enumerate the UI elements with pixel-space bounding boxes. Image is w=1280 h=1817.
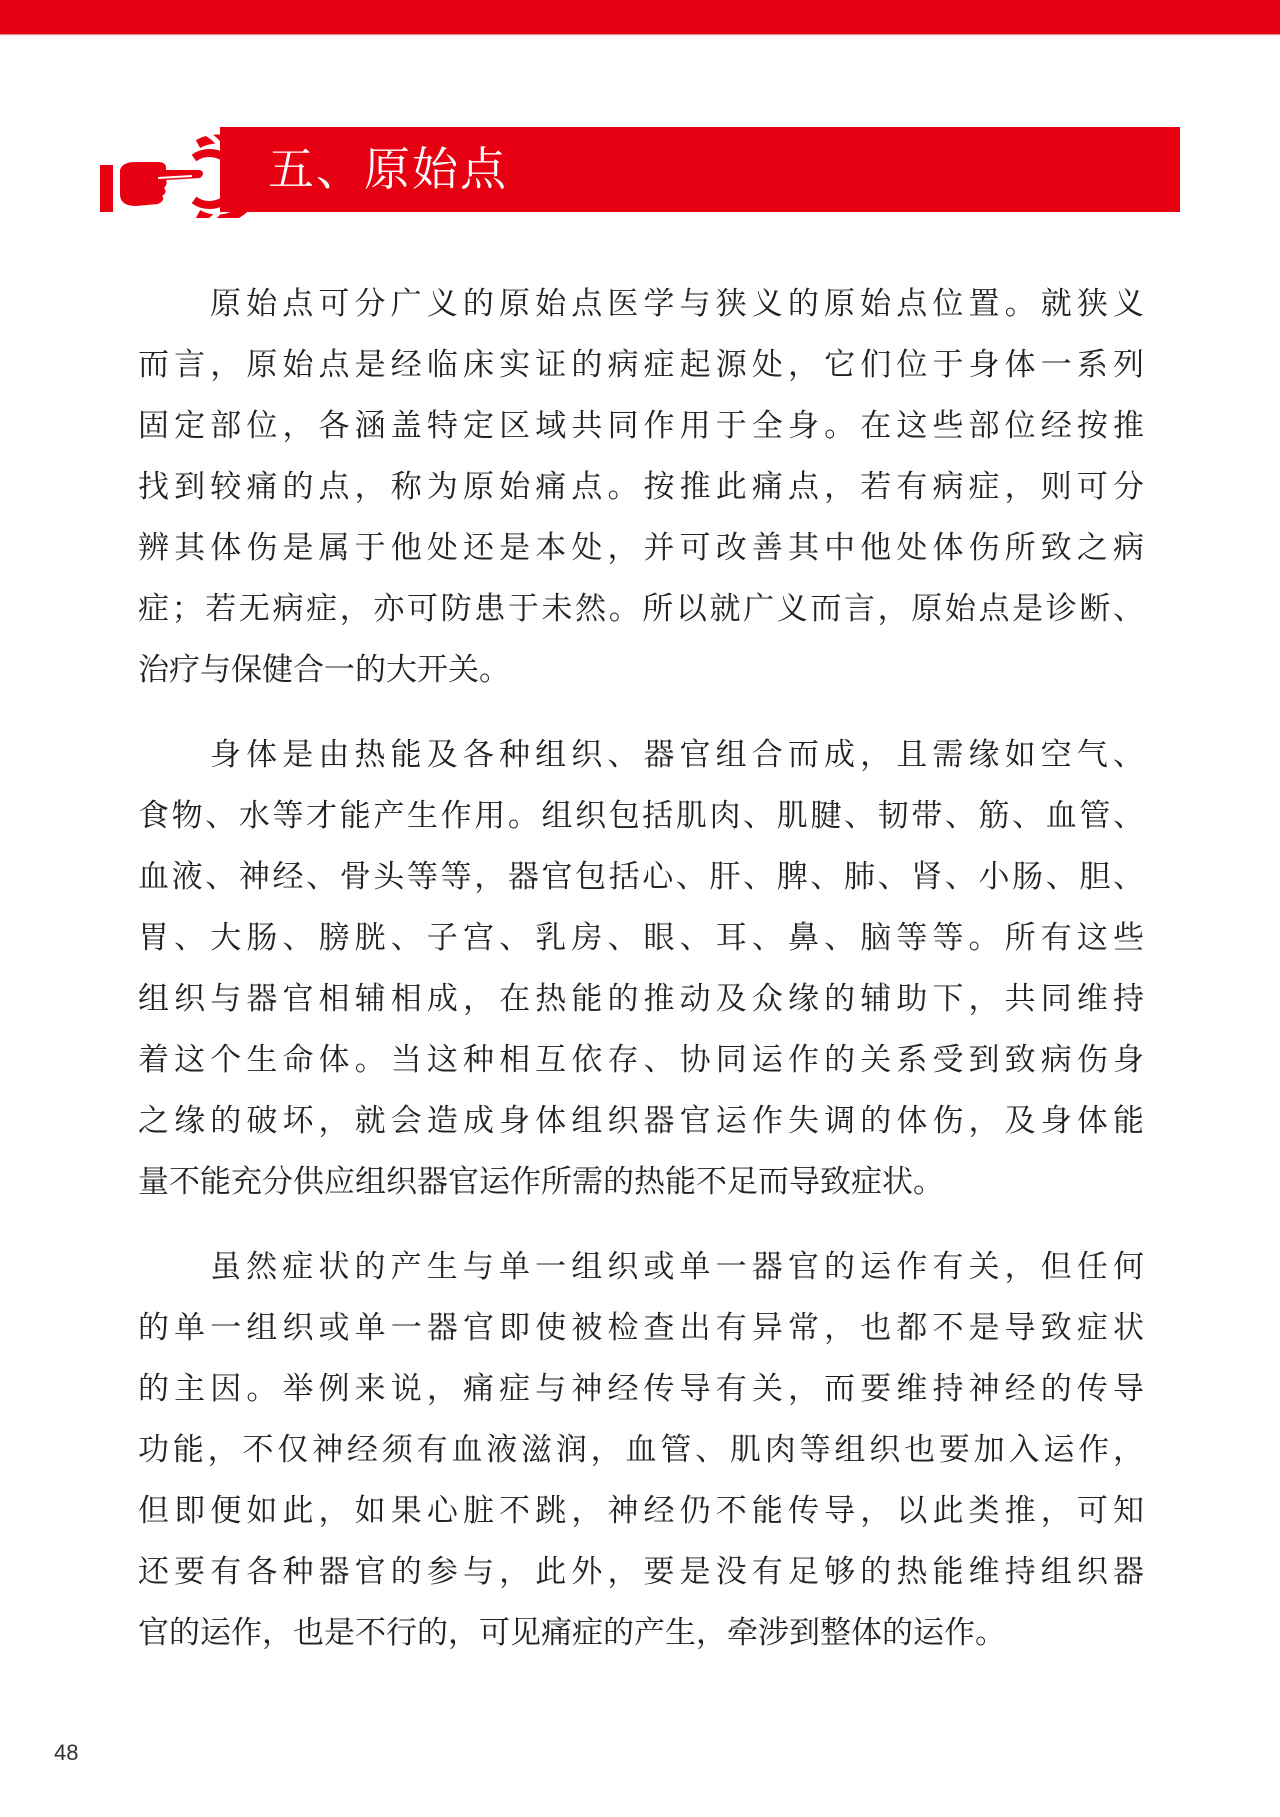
text-line: 找到较痛的点，称为原始痛点。按推此痛点，若有病症，则可分	[138, 469, 1144, 505]
text-line: 虽然症状的产生与单一组织或单一器官的运作有关，但任何	[210, 1249, 1144, 1285]
text-line: 功能，不仅神经须有血液滋润，血管、肌肉等组织也要加入运作，	[138, 1432, 1144, 1468]
paragraph-1	[138, 274, 1144, 701]
page-number: 48	[54, 1740, 79, 1765]
text-line: 血液、神经、骨头等等，器官包括心、肝、脾、肺、肾、小肠、胆、	[138, 859, 1144, 895]
text-line: 原始点可分广义的原始点医学与狭义的原始点位置。就狭义	[210, 286, 1144, 322]
section-title: 五、原始点	[268, 142, 508, 196]
text-line: 但即便如此，如果心脏不跳，神经仍不能传导，以此类推，可知	[138, 1493, 1144, 1529]
text-line: 官的运作，也是不行的，可见痛症的产生，牵涉到整体的运作。	[138, 1615, 1006, 1651]
text-line: 症；若无病症，亦可防患于未然。所以就广义而言，原始点是诊断、	[138, 591, 1144, 627]
text-line: 食物、水等才能产生作用。组织包括肌肉、肌腱、韧带、筋、血管、	[138, 798, 1144, 834]
text-line: 而言，原始点是经临床实证的病症起源处，它们位于身体一系列	[138, 347, 1144, 383]
body-text	[138, 274, 1144, 1664]
text-line: 的单一组织或单一器官即使被检查出有异常，也都不是导致症状	[138, 1310, 1144, 1346]
top-accent-bar	[0, 0, 1280, 34]
text-line: 还要有各种器官的参与，此外，要是没有足够的热能维持组织器	[138, 1554, 1144, 1590]
paragraph-3	[138, 1237, 1144, 1664]
text-line: 固定部位，各涵盖特定区域共同作用于全身。在这些部位经按推	[138, 408, 1144, 444]
text-line: 之缘的破坏，就会造成身体组织器官运作失调的体伤，及身体能	[138, 1103, 1144, 1139]
text-line: 辨其体伤是属于他处还是本处，并可改善其中他处体伤所致之病	[138, 530, 1144, 566]
text-line: 治疗与保健合一的大开关。	[138, 652, 510, 688]
text-line: 量不能充分供应组织器官运作所需的热能不足而导致症状。	[138, 1164, 944, 1200]
text-line: 胃、大肠、膀胱、子宫、乳房、眼、耳、鼻、脑等等。所有这些	[138, 920, 1144, 956]
text-line: 组织与器官相辅相成，在热能的推动及众缘的辅助下，共同维持	[138, 981, 1144, 1017]
text-line: 着这个生命体。当这种相互依存、协同运作的关系受到致病伤身	[138, 1042, 1144, 1078]
paragraph-2	[138, 725, 1144, 1213]
text-line: 身体是由热能及各种组织、器官组合而成，且需缘如空气、	[210, 737, 1144, 773]
text-line: 的主因。举例来说，痛症与神经传导有关，而要维持神经的传导	[138, 1371, 1144, 1407]
